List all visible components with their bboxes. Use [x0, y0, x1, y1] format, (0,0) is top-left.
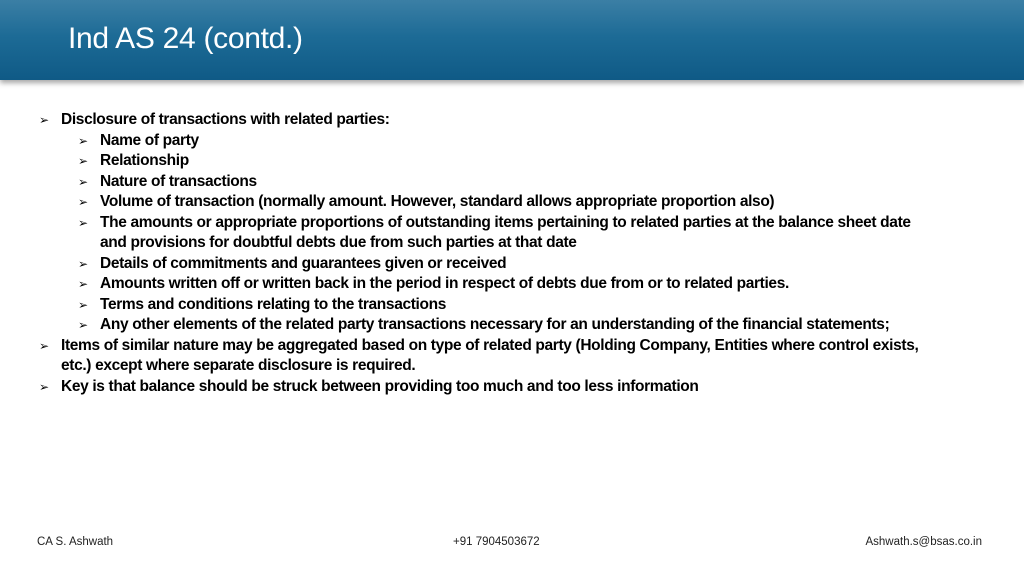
footer-author: CA S. Ashwath — [37, 536, 114, 548]
arrow-bullet-icon: ➢ — [78, 277, 88, 291]
bullet-text-continued: and provisions for doubtful debts due from such parties at that date — [100, 234, 577, 251]
sub-bullet-item — [0, 172, 1024, 193]
footer-phone: +91 7904503672 — [453, 536, 540, 548]
bullet-text: Details of commitments and guarantees given or received — [100, 254, 507, 272]
arrow-bullet-icon: ➢ — [78, 154, 88, 168]
bullet-text: Terms and conditions relating to the transactions — [100, 295, 447, 313]
arrow-bullet-icon: ➢ — [39, 379, 49, 394]
bullet-text: Items of similar nature may be aggregated based on type of related party (Holding Company, Entities where control exists, — [61, 336, 919, 354]
sub-bullet-item — [0, 213, 1024, 254]
bullet-text: Amounts written off or written back in the period in respect of debts due from or to related parties. — [100, 275, 789, 292]
arrow-bullet-icon: ➢ — [78, 215, 88, 230]
bullet-item — [0, 377, 1024, 398]
arrow-bullet-icon: ➢ — [78, 133, 88, 148]
arrow-bullet-icon: ➢ — [39, 338, 49, 353]
arrow-bullet-icon: ➢ — [78, 297, 88, 312]
arrow-bullet-icon: ➢ — [78, 318, 88, 332]
bullet-text: The amounts or appropriate proportions of outstanding items pertaining to related parties at the balance sheet date — [100, 213, 911, 231]
bullet-text: Name of party — [100, 131, 199, 149]
bullet-text-continued: etc.) except where separate disclosure is required. — [61, 357, 416, 374]
sub-bullet-item — [0, 254, 1024, 275]
arrow-bullet-icon: ➢ — [39, 113, 49, 127]
arrow-bullet-icon: ➢ — [78, 256, 88, 271]
sub-bullet-item — [0, 192, 1024, 213]
sub-bullet-item — [0, 131, 1024, 152]
bullet-text: Any other elements of the related party transactions necessary for an understanding of the financial statements; — [100, 316, 890, 333]
arrow-bullet-icon: ➢ — [78, 174, 88, 189]
bullet-text: Nature of transactions — [100, 172, 257, 190]
sub-bullet-item — [0, 295, 1024, 316]
bullet-item — [0, 336, 1024, 377]
bullet-text: Relationship — [100, 152, 189, 169]
footer-email: Ashwath.s@bsas.co.in — [865, 536, 982, 548]
bullet-text: Volume of transaction (normally amount. However, standard allows appropriate proportion also) — [100, 193, 775, 210]
sub-bullet-item — [0, 315, 1024, 336]
sub-bullet-item — [0, 151, 1024, 172]
slide-title: Ind AS 24 (contd.) — [68, 22, 303, 55]
sub-bullet-item — [0, 274, 1024, 295]
slide-header — [0, 0, 1024, 80]
arrow-bullet-icon: ➢ — [78, 195, 88, 209]
bullet-item — [0, 110, 1024, 131]
bullet-text: Disclosure of transactions with related parties: — [61, 111, 390, 128]
bullet-text: Key is that balance should be struck between providing too much and too less information — [61, 377, 699, 395]
bullet-list — [0, 110, 1024, 397]
